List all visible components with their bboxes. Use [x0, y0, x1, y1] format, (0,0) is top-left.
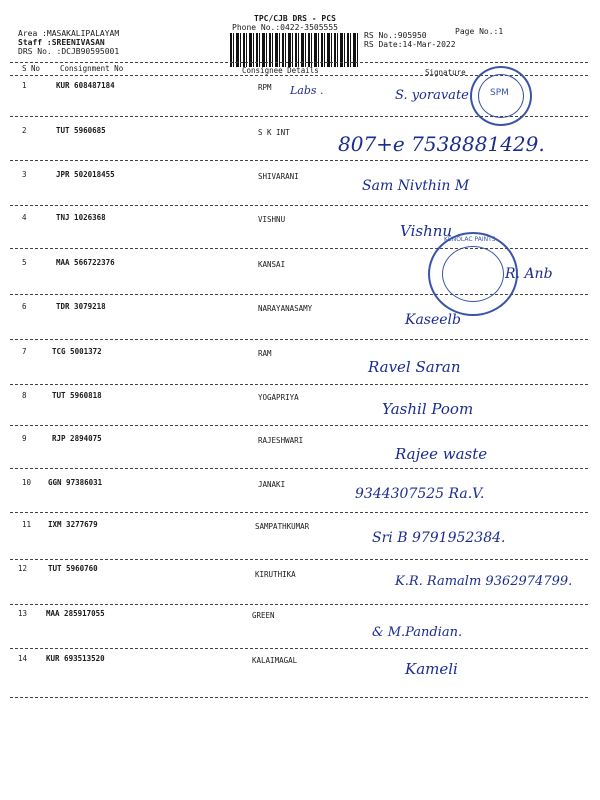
row-divider: [10, 339, 588, 340]
row-3-consignee: SHIVARANI: [258, 172, 299, 181]
row-1-sno: 1: [22, 81, 27, 90]
row-divider: [10, 205, 588, 206]
row-5-consignee: KANSAI: [258, 260, 286, 269]
rs-date: RS Date:14-Mar-2022: [364, 40, 456, 49]
row-12-sno: 12: [18, 564, 28, 573]
row-8-sno: 8: [22, 391, 27, 400]
row-divider: [10, 604, 588, 605]
row-7-sno: 7: [22, 347, 27, 356]
row-divider: [10, 160, 588, 161]
row-divider: [10, 294, 588, 295]
row-1-signature: S. yoravate: [395, 88, 469, 103]
stamp-text: KENOLAC PAINTS: [444, 236, 496, 243]
row-6-sno: 6: [22, 302, 27, 311]
row-divider: [10, 648, 588, 649]
row-14-consignment: KUR 693513520: [46, 654, 105, 663]
row-4-sno: 4: [22, 213, 27, 222]
row-divider: [10, 116, 588, 117]
row-14-sno: 14: [18, 654, 28, 663]
row-7-signature: Ravel Saran: [368, 358, 461, 376]
row-10-consignee: JANAKI: [258, 480, 286, 489]
row-7-consignment: TCG 5001372: [52, 347, 102, 356]
row-12-consignee: KIRUTHIKA: [255, 570, 296, 579]
row-divider: [10, 425, 588, 426]
row-13-signature: & M.Pandian.: [372, 625, 463, 640]
row-11-consignment: IXM 3277679: [48, 520, 98, 529]
row-8-signature: Yashil Poom: [382, 400, 474, 418]
header-divider-top: [10, 62, 588, 63]
row-13-sno: 13: [18, 609, 28, 618]
row-5-signature: R. Anb: [505, 266, 553, 282]
row-1-consignee: RPM: [258, 83, 272, 92]
col-header-signature: Signature: [425, 68, 466, 77]
row-3-signature: Sam Nivthin M: [362, 178, 470, 194]
row-13-consignment: MAA 285917055: [46, 609, 105, 618]
row-11-signature: Sri B 9791952384.: [372, 530, 506, 546]
area-label: Area :MASAKALIPALAYAM: [18, 29, 120, 38]
row-6-consignee: NARAYANASAMY: [258, 304, 313, 313]
row-5-sno: 5: [22, 258, 27, 267]
row-divider: [10, 559, 588, 560]
row-2-consignee: S K INT: [258, 128, 290, 137]
row-14-consignee: KALAIMAGAL: [252, 656, 298, 665]
row-1-note: Labs .: [290, 84, 324, 97]
row-divider: [10, 468, 588, 469]
row-12-consignment: TUT 5960760: [48, 564, 98, 573]
row-11-consignee: SAMPATHKUMAR: [255, 522, 310, 531]
drs-number: DRS No. :DCJB90595001: [18, 47, 120, 56]
page-number: Page No.:1: [455, 27, 504, 36]
row-4-signature: Vishnu: [400, 222, 453, 240]
row-3-consignment: JPR 502018455: [56, 170, 115, 179]
phone-number: Phone No.:0422-3505555: [232, 23, 338, 32]
row-12-signature: K.R. Ramalm 9362974799.: [395, 574, 573, 589]
row-8-consignment: TUT 5960818: [52, 391, 102, 400]
row-divider: [10, 697, 588, 698]
row-5-consignment: MAA 566722376: [56, 258, 115, 267]
row-2-sno: 2: [22, 126, 27, 135]
row-2-signature: 807+e 7538881429.: [338, 132, 545, 156]
row-9-signature: Rajee waste: [395, 445, 488, 463]
row-9-consignee: RAJESHWARI: [258, 436, 304, 445]
rs-number: RS No.:905950: [364, 31, 427, 40]
col-header-sno: S No: [22, 64, 41, 73]
row-8-consignee: YOGAPRIYA: [258, 393, 299, 402]
row-2-consignment: TUT 5960685: [56, 126, 106, 135]
col-header-consignment: Consignment No: [60, 64, 124, 73]
row-10-signature: 9344307525 Ra.V.: [355, 486, 485, 502]
row-10-sno: 10: [22, 478, 32, 487]
row-14-signature: Kameli: [405, 660, 458, 678]
document-title: TPC/CJB DRS - PCS: [254, 14, 336, 23]
row-9-consignment: RJP 2894075: [52, 434, 102, 443]
row-7-consignee: RAM: [258, 349, 272, 358]
col-header-consignee: Consignee Details: [242, 66, 319, 75]
row-11-sno: 11: [22, 520, 32, 529]
spm-stamp: [470, 66, 532, 126]
row-13-consignee: GREEN: [252, 611, 275, 620]
row-10-consignment: GGN 97386031: [48, 478, 103, 487]
staff-label: Staff :SREENIVASAN: [18, 38, 105, 47]
row-4-consignment: TNJ 1026368: [56, 213, 106, 222]
row-3-sno: 3: [22, 170, 27, 179]
stamp-text: SPM: [490, 88, 509, 98]
row-divider: [10, 248, 588, 249]
row-6-signature: Kaseelb: [405, 312, 461, 328]
row-divider: [10, 384, 588, 385]
row-9-sno: 9: [22, 434, 27, 443]
row-6-consignment: TDR 3079218: [56, 302, 106, 311]
row-divider: [10, 512, 588, 513]
row-4-consignee: VISHNU: [258, 215, 286, 224]
row-1-consignment: KUR 608487184: [56, 81, 115, 90]
